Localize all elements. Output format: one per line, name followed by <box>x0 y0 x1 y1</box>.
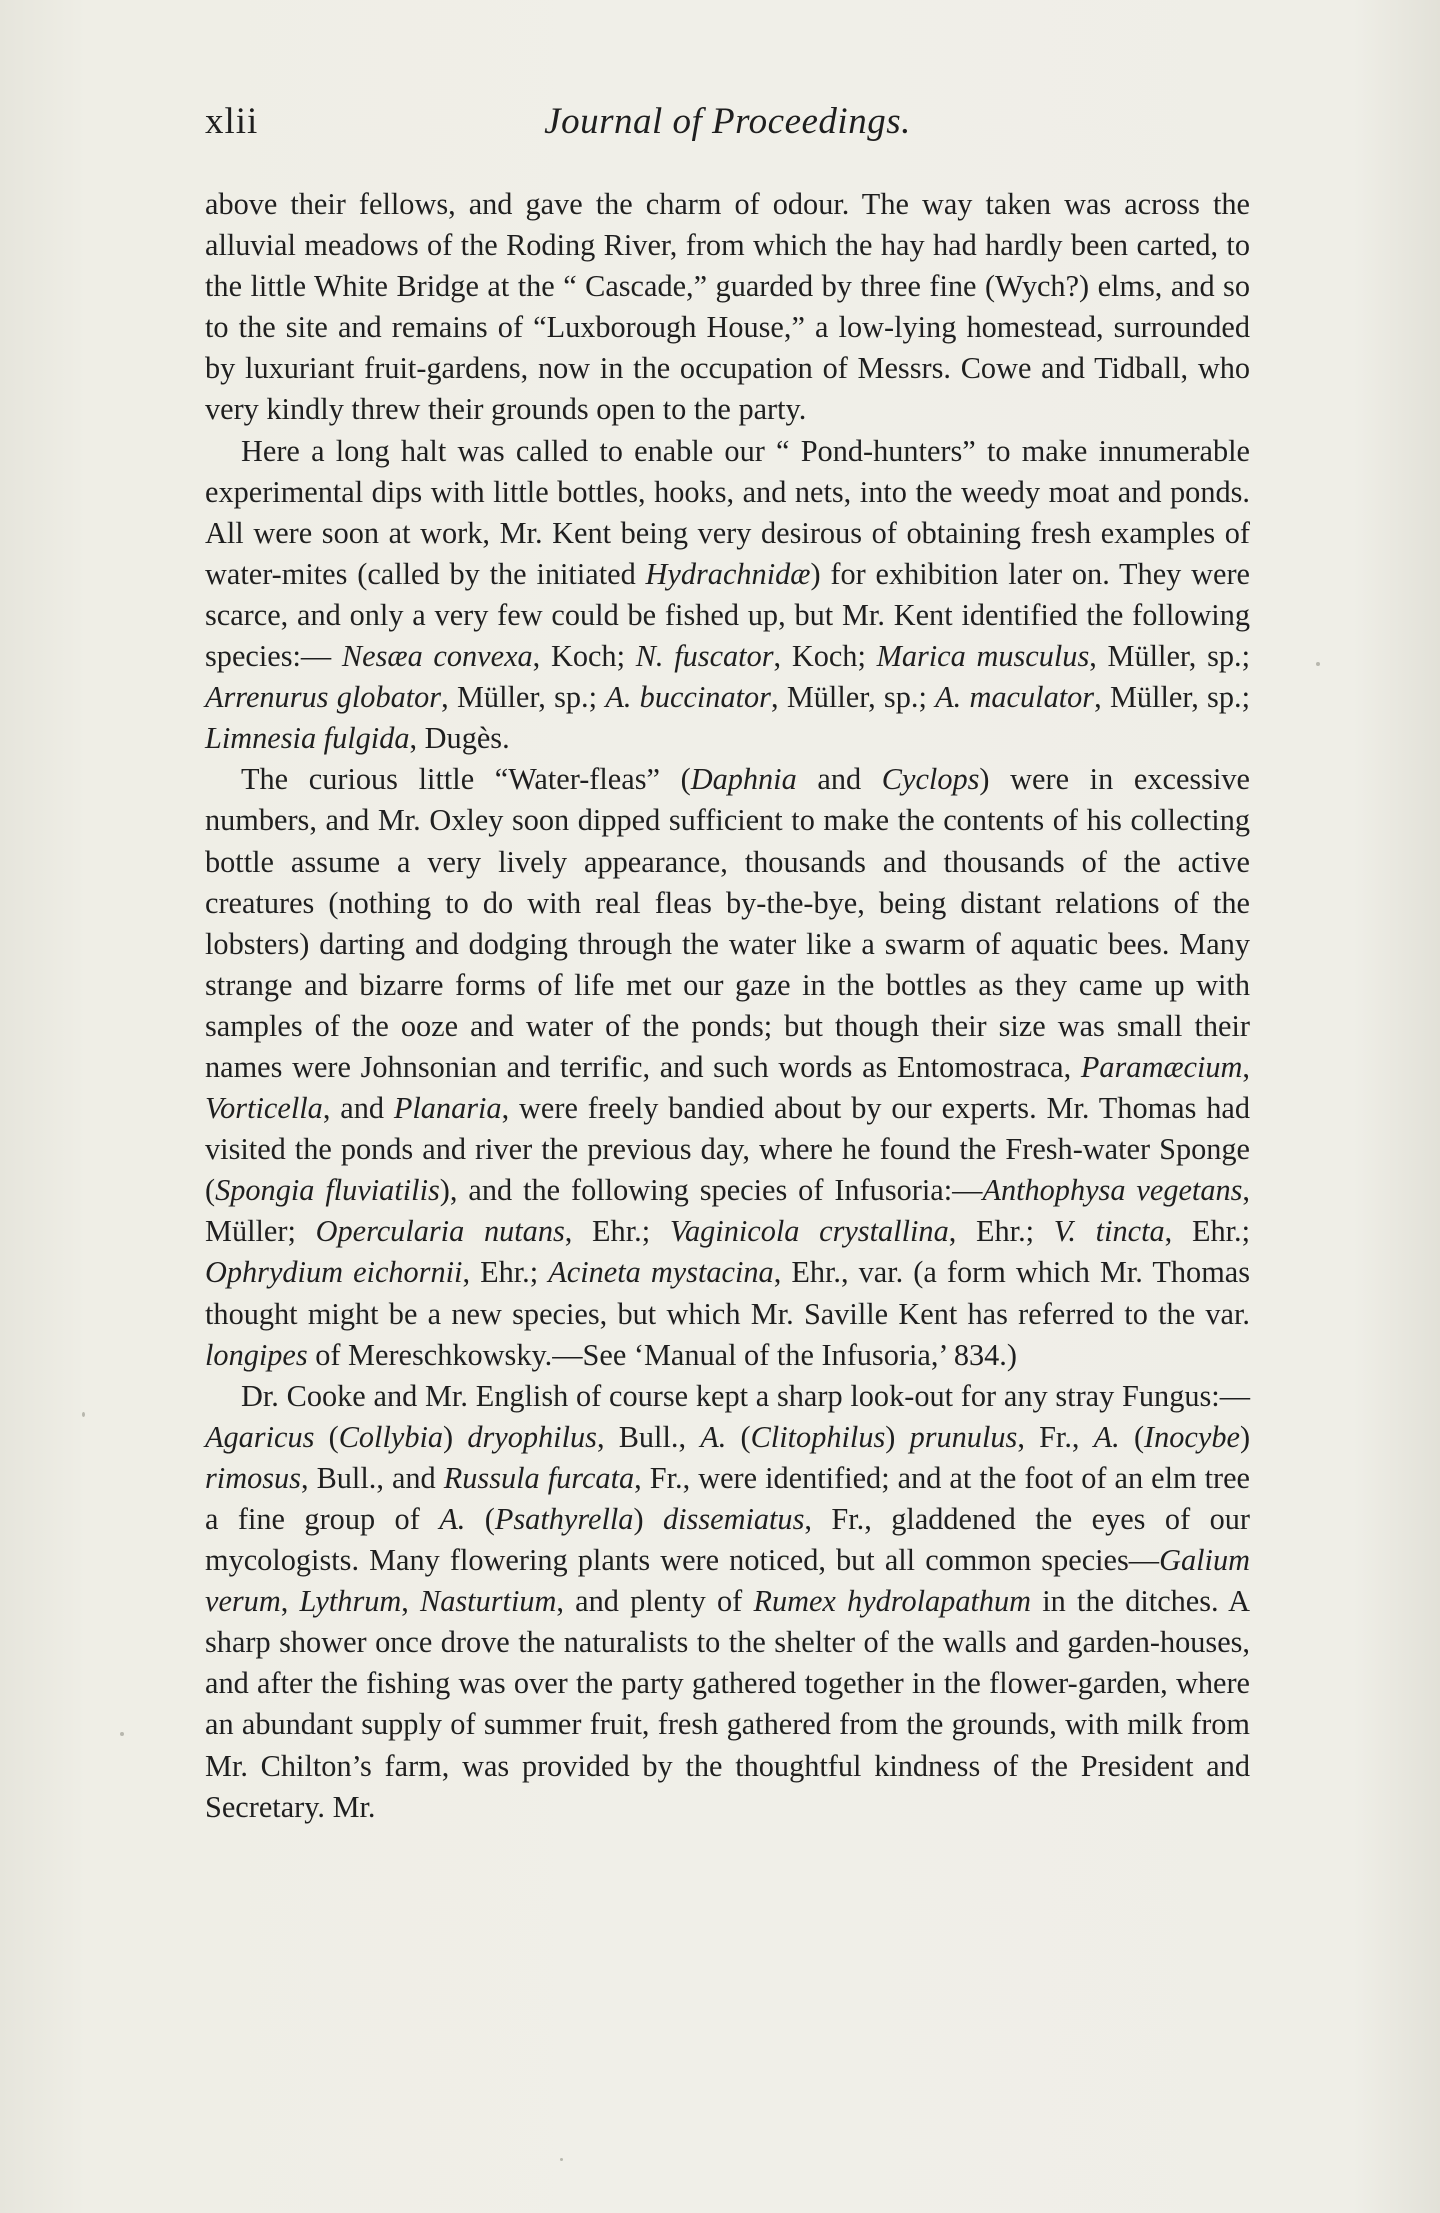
italic-run: Paramæcium <box>1080 1049 1243 1084</box>
italic-run: prunulus <box>909 1419 1018 1454</box>
italic-run: N. fuscator <box>635 639 774 674</box>
text-run: , Bull., <box>596 1419 701 1454</box>
running-head <box>205 100 1250 160</box>
italic-run: longipes <box>205 1337 308 1372</box>
italic-run: Opercularia nutans <box>315 1214 565 1249</box>
text-run: ( <box>314 1419 339 1454</box>
text-run: , Bull., and <box>300 1460 444 1495</box>
text-run: , Ehr., var. (a form which Mr. Thomas thought might be a new species, but which Mr. Saville Kent has referred to the var. <box>205 1255 1251 1331</box>
italic-run: Spongia fluviatilis <box>215 1173 440 1208</box>
paper-speck <box>120 1732 124 1736</box>
text-run: , Fr., <box>1017 1419 1094 1454</box>
text-run: , Koch; <box>532 639 636 674</box>
body-text <box>205 184 1250 1828</box>
text-run: , Koch; <box>773 639 877 674</box>
italic-run: dryophilus <box>467 1419 597 1454</box>
paper-speck <box>82 1412 85 1417</box>
text-run: Dr. Cooke and Mr. English of course kept a sharp look-out for any stray Fungus:— <box>241 1378 1250 1413</box>
paper-speck <box>1316 662 1320 666</box>
italic-run: A. <box>1093 1419 1120 1454</box>
italic-run: Rumex hydrolapathum <box>753 1584 1032 1619</box>
text-run: , Ehr.; <box>1164 1214 1251 1249</box>
italic-run: Planaria <box>393 1091 502 1126</box>
italic-run: Clitophilus <box>750 1419 886 1454</box>
italic-run: Psathyrella <box>494 1502 634 1536</box>
italic-run: Marica musculus <box>876 639 1090 674</box>
italic-run: Hydrachnidæ <box>645 556 811 591</box>
italic-run: Nesæa convexa <box>341 639 533 674</box>
text-run: , Ehr.; <box>462 1255 549 1290</box>
italic-run: V. tincta <box>1053 1214 1165 1249</box>
italic-run: Galium verum <box>205 1543 1250 1619</box>
italic-run: rimosus <box>205 1460 301 1495</box>
text-run: ( <box>465 1502 495 1536</box>
italic-run: Inocybe <box>1144 1419 1240 1454</box>
text-run: , Dugès. <box>409 721 510 756</box>
paragraph <box>205 184 1250 431</box>
text-run: , <box>401 1584 421 1619</box>
text-run: , Müller, sp.; <box>441 680 606 715</box>
text-run: , Müller, sp.; <box>1094 680 1250 715</box>
text-run: , Ehr.; <box>564 1214 670 1249</box>
text-run: , and <box>322 1091 394 1126</box>
text-run: ) for exhibition later on. They were scarce, and only a very few could be fished up, but Mr. Kent identified the following species:— <box>205 556 1250 674</box>
italic-run: A. maculator <box>935 680 1095 715</box>
italic-run: Nasturtium <box>420 1584 557 1619</box>
italic-run: Agaricus <box>205 1419 315 1454</box>
text-run: , Ehr.; <box>948 1214 1054 1249</box>
italic-run: Ophrydium eichornii <box>205 1255 463 1290</box>
text-run: ), and the following species of Infusoria:— <box>439 1173 983 1208</box>
text-run: of Mereschkowsky.—See ‘Manual of the Infusoria,’ 834.) <box>307 1337 1017 1372</box>
italic-run: A. buccinator <box>605 680 771 715</box>
paragraph <box>205 759 1250 1375</box>
text-run: , Fr., were identified; and at the foot of an elm tree a fine group of <box>205 1460 1251 1536</box>
text-run: in the ditches. A sharp shower once drove the naturalists to the shelter of the walls and garden-houses, and after the fishing was over the party gathered together in the flower-garden, where an abundant supply of summer fruit, fresh gathered from the grounds, with milk from Mr. Chilton’s farm, was provided by the thoughtful kindness of the President and Secretary. Mr. <box>205 1584 1250 1824</box>
text-run: , <box>1242 1049 1250 1084</box>
italic-run: Lythrum <box>299 1584 402 1619</box>
italic-run: Anthophysa vegetans <box>982 1173 1243 1208</box>
text-run: ( <box>726 1419 751 1454</box>
text-run: and <box>796 762 882 797</box>
italic-run: Vorticella <box>205 1091 323 1126</box>
italic-run: Daphnia <box>690 762 797 797</box>
text-run: ( <box>1119 1419 1145 1454</box>
italic-run: Cyclops <box>881 762 980 797</box>
text-run: ) <box>633 1502 663 1536</box>
text-run: ) <box>1239 1419 1251 1454</box>
text-run: , Fr., gladdened the eyes of our mycologists. Many flowering plants were noticed, but all common species— <box>205 1502 1250 1578</box>
italic-run: Acineta mystacina <box>548 1255 774 1290</box>
italic-run: Vaginicola crystallina <box>669 1214 949 1249</box>
text-run: The curious little “Water-fleas” ( <box>241 762 691 797</box>
italic-run: Collybia <box>338 1419 444 1454</box>
text-run: Here a long halt was called to enable our “ Pond-hunters” to make innumerable experimental dips with little bottles, hooks, and nets, into the weedy moat and ponds. All were soon at work, Mr. Kent being very desirous of obtaining fresh examples of water-mites (called by the initiated <box>205 433 1250 591</box>
text-run: , and plenty of <box>556 1584 754 1619</box>
italic-run: Russula furcata <box>443 1460 635 1495</box>
running-title: Journal of Proceedings. <box>544 101 911 142</box>
paragraph <box>205 431 1250 760</box>
text-run: above their fellows, and gave the charm of odour. The way taken was across the alluvial meadows of the Roding River, from which the hay had hardly been carted, to the little White Bridge at the “ Cascade,” guarded by three fine (Wych?) elms, and so to the site and remains of “Luxborough House,” a low-lying homestead, surrounded by luxuriant fruit-gardens, now in the occupation of Messrs. Cowe and Tidball, who very kindly threw their grounds open to the party. <box>205 187 1250 427</box>
text-run: , were freely bandied about by our experts. Mr. Thomas had visited the ponds and river the previous day, where he found the Fresh-water Sponge ( <box>205 1091 1250 1208</box>
paragraph <box>205 1376 1250 1828</box>
page-number: xlii <box>205 101 259 142</box>
text-run: , Müller; <box>205 1173 1250 1249</box>
text-run: ) <box>885 1419 910 1454</box>
italic-run: Arrenurus globator <box>205 680 442 715</box>
paper-speck <box>560 2158 563 2161</box>
text-run: , <box>280 1584 300 1619</box>
italic-run: A. <box>439 1502 466 1536</box>
italic-run: A. <box>700 1419 727 1454</box>
text-run: ) were in excessive numbers, and Mr. Oxley soon dipped sufficient to make the contents of his collecting bottle assume a very lively appearance, thousands and thousands of the active creatures (nothing to do with real fleas by-the-bye, being distant relations of the lobsters) darting and dodging through the water like a swarm of aquatic bees. Many strange and bizarre forms of life met our gaze in the bottles as they came up with samples of the ooze and water of the ponds; but though their size was small their names were Johnsonian and terrific, and such words as Entomostraca, <box>205 762 1250 1084</box>
italic-run: Limnesia fulgida <box>205 721 410 756</box>
text-run: , Müller, sp.; <box>1089 639 1250 674</box>
text-run: ) <box>443 1419 468 1454</box>
text-run: , Müller, sp.; <box>770 680 936 715</box>
italic-run: dissemiatus <box>662 1502 805 1536</box>
